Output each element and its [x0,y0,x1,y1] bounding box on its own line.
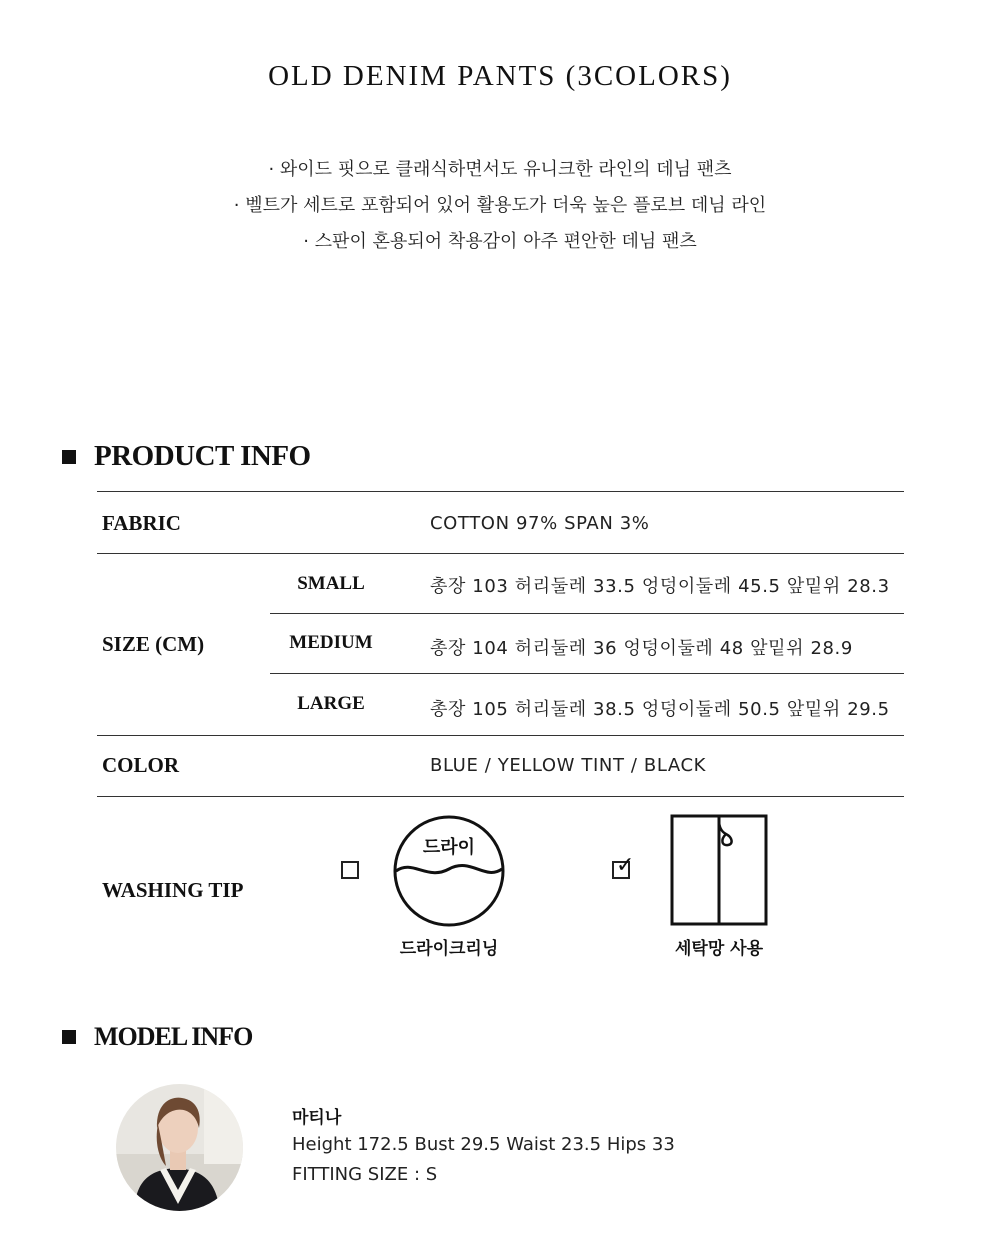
dry-clean-checkbox [341,861,359,879]
color-label: COLOR [102,753,180,777]
dry-clean-caption: 드라이크리닝 [399,939,499,959]
size-medium-label: MEDIUM [289,632,373,653]
product-info-heading [62,440,311,473]
size-label: SIZE (CM) [102,632,205,656]
size-small-label: SMALL [297,573,365,594]
dry-clean-icon-text: 드라이 [422,837,476,858]
fabric-value: COTTON 97% SPAN 3% [430,513,650,534]
description-line: · 벨트가 세트로 포함되어 있어 활용도가 더욱 높은 플로브 데님 라인 [233,195,767,216]
description-line: · 스판이 혼용되어 착용감이 아주 편안한 데님 팬츠 [303,231,697,252]
size-large-value: 총장 105 허리둘레 38.5 엉덩이둘레 50.5 앞밑위 29.5 [430,699,890,720]
color-value: BLUE / YELLOW TINT / BLACK [430,755,707,776]
description-line: · 와이드 핏으로 클래식하면서도 유니크한 라인의 데님 팬츠 [268,159,732,180]
model-fitting-size: FITTING SIZE : S [292,1164,438,1185]
square-bullet-icon [62,450,76,464]
product-title: OLD DENIM PANTS (3COLORS) [268,60,732,92]
model-info-title: MODEL INFO [94,1022,253,1051]
washing-tip-label: WASHING TIP [102,878,244,902]
table-divider [97,553,904,554]
table-divider [97,796,904,797]
dry-clean-icon [391,815,507,927]
model-avatar [116,1084,243,1211]
square-bullet-icon [62,1030,76,1044]
size-small-value: 총장 103 허리둘레 33.5 엉덩이둘레 45.5 앞밑위 28.3 [430,576,890,597]
model-measurements: Height 172.5 Bust 29.5 Waist 23.5 Hips 33 [292,1134,675,1155]
table-divider [270,673,904,674]
laundry-net-icon [670,814,770,926]
model-name: 마티나 [292,1108,342,1128]
size-large-label: LARGE [297,693,365,714]
product-description [0,152,1000,260]
table-divider [97,491,904,492]
model-info-heading [62,1022,252,1052]
product-info-title: PRODUCT INFO [94,440,311,472]
table-divider [270,613,904,614]
model-photo [116,1084,243,1211]
check-icon: ✓ [616,853,635,878]
fabric-label: FABRIC [102,511,181,535]
table-divider [97,735,904,736]
laundry-net-caption: 세탁망 사용 [674,939,764,959]
laundry-net-checkbox [612,853,635,879]
size-medium-value: 총장 104 허리둘레 36 엉덩이둘레 48 앞밑위 28.9 [430,638,853,659]
